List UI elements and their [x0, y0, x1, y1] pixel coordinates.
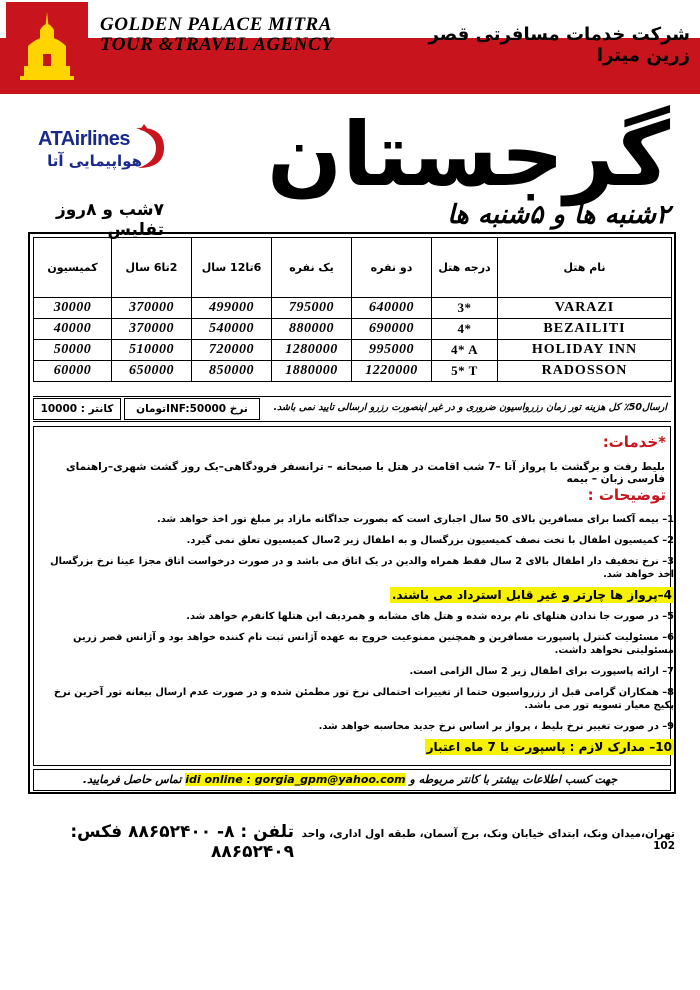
child-2-6-price-cell: 650000: [112, 361, 192, 382]
table-row: [34, 319, 672, 340]
header-red-strip: [0, 66, 700, 94]
single-price-cell: 1280000: [272, 340, 352, 361]
note-text: – کمیسیون اطفال با تخت نصف کمیسیون بزرگسال و به اطفال زیر 2سال کمیسیون تعلق نمی گیرد.: [186, 535, 668, 546]
child-6-12-price-cell: 540000: [192, 319, 272, 340]
services-heading: *خدمات:: [602, 433, 666, 451]
list-item: [40, 513, 674, 526]
agency-logo: [6, 2, 88, 94]
phone-fax: تلفن : ۸- ۸۸۶۵۲۴۰۰ فکس: ۸۸۶۵۲۴۰۹: [70, 822, 294, 862]
child-6-12-price-cell: 720000: [192, 340, 272, 361]
child-6-12-price-cell: 850000: [192, 361, 272, 382]
agency-name-en-line1: GOLDEN PALACE MITRA: [100, 14, 332, 35]
note-text: – در صورت تغییر نرخ بلیط ، پرواز بر اساس نرخ جدید محاسبه خواهد شد.: [318, 721, 668, 732]
contact-prefix: جهت کسب اطلاعات بیشتر با کانتر مربوطه و: [405, 773, 618, 786]
list-item: [40, 534, 674, 547]
deposit-notice: ارسال50٪ کل هزینه تور زمان رزرواسیون ضروری و در غیر اینصورت رزرو ارسالی تایید نمی باشد.: [273, 402, 667, 413]
agency-name-en-line2: TOUR &TRAVEL AGENCY: [100, 34, 334, 55]
notes-heading: توضیحات :: [587, 486, 666, 504]
note-number: 2: [667, 535, 674, 546]
hotel-grade-cell: 4* A: [432, 340, 498, 361]
double-price-cell: 690000: [352, 319, 432, 340]
inf-rate-box: [124, 398, 260, 420]
hotel-name-cell: VARAZI: [498, 298, 672, 319]
counter-text: کانتر : 10000: [40, 403, 114, 415]
agency-name-fa: شرکت خدمات مسافرتی قصر زرین میترا: [428, 24, 690, 66]
table-row: [34, 298, 672, 319]
child-6-12-price-cell: 499000: [192, 298, 272, 319]
contact-email[interactable]: idi online : gorgia_gpm@yahoo.com: [185, 773, 406, 786]
airline-name-en: ATAirlines: [38, 128, 131, 150]
hotel-name-cell: HOLIDAY INN: [498, 340, 672, 361]
hotel-name-cell: BEZAILITI: [498, 319, 672, 340]
note-text: – مدارک لازم : پاسپورت با 7 ماه اعتبار: [426, 740, 656, 754]
note-number: 1: [667, 514, 674, 525]
column-header: یک نفره: [272, 238, 352, 298]
note-text: – مسئولیت کنترل پاسپورت مسافرین و همچنین ممنوعیت خروج به عهده آژانس ثبت نام کننده خواهد بود و آژانس قصر زرین مسئولیتی نخواهد داشت.: [73, 632, 674, 656]
list-item: [40, 610, 674, 623]
list-item: [40, 686, 674, 712]
note-number: 4: [663, 588, 672, 602]
notes-list: [40, 513, 674, 762]
column-header: 6تا12 سال: [192, 238, 272, 298]
note-number: 10: [655, 740, 672, 754]
contact-suffix: تماس حاصل فرمایید.: [82, 773, 186, 786]
departure-days: ۲شنبه ها و ۵شنبه ها: [447, 200, 670, 230]
contact-line: [70, 773, 630, 786]
list-item: [40, 555, 674, 581]
list-item: [40, 589, 674, 602]
column-header: دو نفره: [352, 238, 432, 298]
child-2-6-price-cell: 510000: [112, 340, 192, 361]
note-text: – بیمه آکسا برای مسافرین بالای 50 سال اجباری است که بصورت جداگانه مازاد بر مبلغ تور اخذ خواهد شد.: [157, 514, 668, 525]
note-text: – ارائه پاسپورت برای اطفال زیر 2 سال الزامی است.: [409, 666, 668, 677]
note-number: 7: [667, 666, 674, 677]
hotel-grade-cell: 5* T: [432, 361, 498, 382]
destination-title: گرجستان: [267, 103, 670, 206]
hotel-grade-cell: 4*: [432, 319, 498, 340]
commission-cell: 40000: [34, 319, 112, 340]
note-number: 9: [667, 721, 674, 732]
column-header: 2تا6 سال: [112, 238, 192, 298]
note-number: 3: [667, 556, 674, 567]
commission-cell: 30000: [34, 298, 112, 319]
hotel-name-cell: RADOSSON: [498, 361, 672, 382]
services-text: بلیط رفت و برگشت با پرواز آتا –7 شب اقامت در هتل با صبحانه – ترانسفر فرودگاهی–یک روز گشت شهری–راهنمای فارسی زبان – بیمه: [66, 461, 665, 485]
single-price-cell: 880000: [272, 319, 352, 340]
commission-cell: 50000: [34, 340, 112, 361]
office-address: تهران،میدان ونک، ابتدای خیابان ونک، برج آسمان، طبقه اول اداری، واحد 102: [301, 828, 675, 852]
child-2-6-price-cell: 370000: [112, 298, 192, 319]
note-number: 6: [667, 632, 674, 643]
note-text: – نرخ تخفیف دار اطفال بالای 2 سال فقط همراه والدین در یک اتاق می باشد و در صورت درخواست اتاق مجزا عینا نرخ بزرگسال اخذ خواهد شد.: [50, 556, 674, 580]
list-item: [40, 741, 674, 754]
child-2-6-price-cell: 370000: [112, 319, 192, 340]
tour-duration: ۷شب و ۸روز تفلیس: [55, 200, 164, 240]
inf-rate-text: نرخ INF:50000تومان: [136, 403, 248, 415]
list-item: [40, 665, 674, 678]
table-row: [34, 361, 672, 382]
note-number: 8: [667, 687, 674, 698]
palace-logo-icon: [18, 10, 76, 86]
hotel-grade-cell: 3*: [432, 298, 498, 319]
airline-name-fa: هواپیمایی آتا: [47, 152, 142, 170]
column-header: نام هتل: [498, 238, 672, 298]
list-item: [40, 720, 674, 733]
double-price-cell: 1220000: [352, 361, 432, 382]
airline-swirl-icon: [130, 122, 170, 172]
agency-name-en: [100, 15, 380, 55]
double-price-cell: 995000: [352, 340, 432, 361]
table-header-row: [34, 238, 672, 298]
counter-box: [33, 398, 121, 420]
note-text: – همکاران گرامی قبل از رزرواسیون حتما از تغییرات احتمالی نرخ تور مطمئن شده و در صورت عدم ارسال بیعانه تور آخرین نرخ پکیج معیار تسویه تور می باشد.: [53, 687, 674, 711]
column-header: کمیسیون: [34, 238, 112, 298]
note-text: –پرواز ها چارتر و غیر قابل استرداد می باشند.: [391, 588, 664, 602]
single-price-cell: 795000: [272, 298, 352, 319]
note-text: – در صورت جا ندادن هتلهای نام برده شده و هتل های مشابه و همردیف این هتلها کانفرم خواهد شد.: [186, 611, 668, 622]
single-price-cell: 1880000: [272, 361, 352, 382]
commission-cell: 60000: [34, 361, 112, 382]
table-row: [34, 340, 672, 361]
column-header: درجه هتل: [432, 238, 498, 298]
double-price-cell: 640000: [352, 298, 432, 319]
price-table: [33, 237, 672, 382]
note-number: 5: [667, 611, 674, 622]
list-item: [40, 631, 674, 657]
